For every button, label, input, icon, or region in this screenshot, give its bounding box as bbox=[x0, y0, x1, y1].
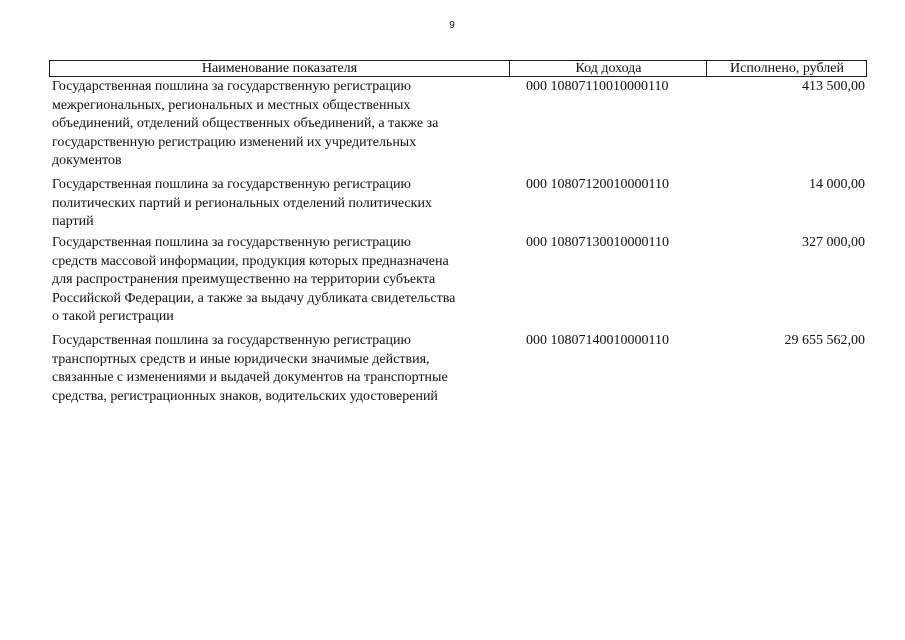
row-name-line: межрегиональных, региональных и местных общественных bbox=[52, 97, 411, 113]
row-name bbox=[52, 176, 512, 232]
header-name: Наименование показателя bbox=[201, 61, 358, 76]
row-name-line: о такой регистрации bbox=[52, 309, 174, 324]
row-name-line: средства, регистрационных знаков, водительских удостоверений bbox=[52, 388, 438, 404]
row-name-line: Государственная пошлина за государственную регистрацию bbox=[52, 333, 411, 348]
page-number: 9 bbox=[449, 20, 455, 31]
row-name-line: транспортных средств и иные юридически значимые действия, bbox=[52, 351, 430, 367]
row-name-line: Государственная пошлина за государственную регистрацию bbox=[52, 177, 411, 192]
row-name-line: для распространения преимущественно на территории субъекта bbox=[52, 272, 436, 287]
row-name-line: объединений, отделений общественных объединений, а также за bbox=[52, 116, 439, 131]
row-name-line: связанные с изменениями и выдачей документов на транспортные bbox=[52, 370, 448, 385]
row-name-line: Государственная пошлина за государственную регистрацию bbox=[52, 79, 411, 94]
row-amount: 14 000,00 bbox=[809, 177, 865, 192]
row-amount: 413 500,00 bbox=[802, 79, 865, 94]
header-code: Код дохода bbox=[509, 61, 707, 76]
row-name-line: партий bbox=[52, 214, 94, 229]
row-name bbox=[52, 234, 512, 327]
row-name-line: средств массовой информации, продукция которых предназначена bbox=[52, 253, 449, 269]
row-name-line: Государственная пошлина за государственную регистрацию bbox=[52, 235, 411, 250]
row-name-line: документов bbox=[52, 153, 122, 168]
row-name-line: государственную регистрацию изменений их учредительных bbox=[52, 134, 417, 150]
row-amount: 29 655 562,00 bbox=[784, 333, 865, 348]
row-code: 000 10807110010000110 bbox=[526, 79, 669, 94]
row-amount: 327 000,00 bbox=[802, 235, 865, 250]
row-name-line: политических партий и региональных отделений политических bbox=[52, 195, 432, 211]
header-amount: Исполнено, рублей bbox=[706, 61, 867, 76]
row-code: 000 10807120010000110 bbox=[526, 177, 669, 192]
row-name bbox=[52, 78, 512, 171]
table-header-row bbox=[49, 60, 867, 77]
row-code: 000 10807130010000110 bbox=[526, 235, 669, 250]
revenue-table bbox=[49, 60, 867, 404]
row-name-line: Российской Федерации, а также за выдачу дубликата свидетельства bbox=[52, 290, 456, 306]
row-code: 000 10807140010000110 bbox=[526, 333, 669, 348]
row-name bbox=[52, 332, 512, 406]
